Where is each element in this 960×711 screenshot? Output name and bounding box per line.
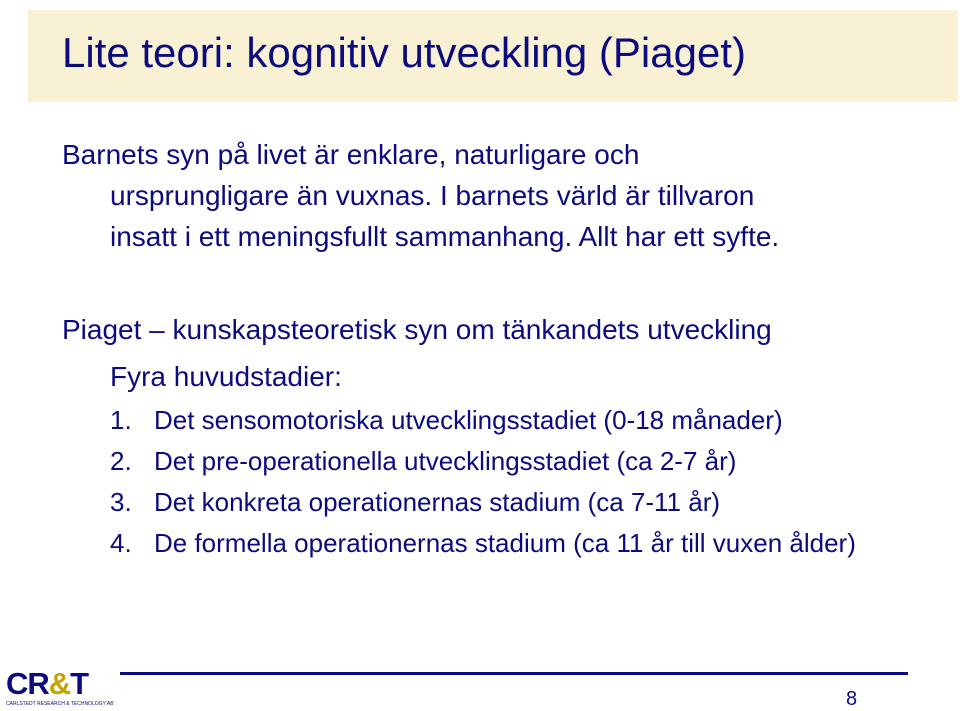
stage-number: 3. bbox=[110, 487, 132, 517]
body-line: insatt i ett meningsfullt sammanhang. Allt har ett syfte. bbox=[110, 221, 780, 252]
stage-list bbox=[110, 400, 856, 564]
logo-text-cr: CR bbox=[6, 666, 49, 701]
logo-wordmark bbox=[6, 668, 88, 700]
footer-divider bbox=[120, 672, 908, 675]
page-number: 8 bbox=[846, 688, 858, 710]
stage-item bbox=[110, 523, 856, 564]
stage-item bbox=[110, 400, 856, 441]
piaget-intro: Piaget – kunskapsteoretisk syn om tänkandets utveckling bbox=[62, 314, 772, 345]
stage-text: Det pre-operationella utvecklingsstadiet (ca 2-7 år) bbox=[154, 446, 737, 476]
stage-text: De formella operationernas stadium (ca 11 år till vuxen ålder) bbox=[154, 528, 856, 558]
logo-text-t: T bbox=[70, 666, 89, 701]
slide-title: Lite teori: kognitiv utveckling (Piaget) bbox=[62, 29, 746, 76]
stage-item bbox=[110, 482, 856, 523]
stage-number: 2. bbox=[110, 446, 132, 476]
stage-item bbox=[110, 441, 856, 482]
stages-heading: Fyra huvudstadier: bbox=[110, 361, 342, 392]
stage-number: 4. bbox=[110, 528, 132, 558]
logo-subtitle: CARLSTEDT RESEARCH & TECHNOLOGY AB bbox=[6, 701, 114, 707]
stage-text: Det konkreta operationernas stadium (ca 7-11 år) bbox=[154, 487, 721, 517]
body-line: ursprungligare än vuxnas. I barnets värld är tillvaron bbox=[110, 180, 755, 211]
stage-text: Det sensomotoriska utvecklingsstadiet (0-18 månader) bbox=[154, 405, 783, 435]
logo-ampersand: & bbox=[48, 666, 71, 701]
body-paragraph bbox=[62, 134, 779, 257]
body-line: Barnets syn på livet är enklare, naturligare och bbox=[62, 139, 640, 170]
stage-number: 1. bbox=[110, 405, 132, 435]
company-logo bbox=[6, 668, 118, 708]
